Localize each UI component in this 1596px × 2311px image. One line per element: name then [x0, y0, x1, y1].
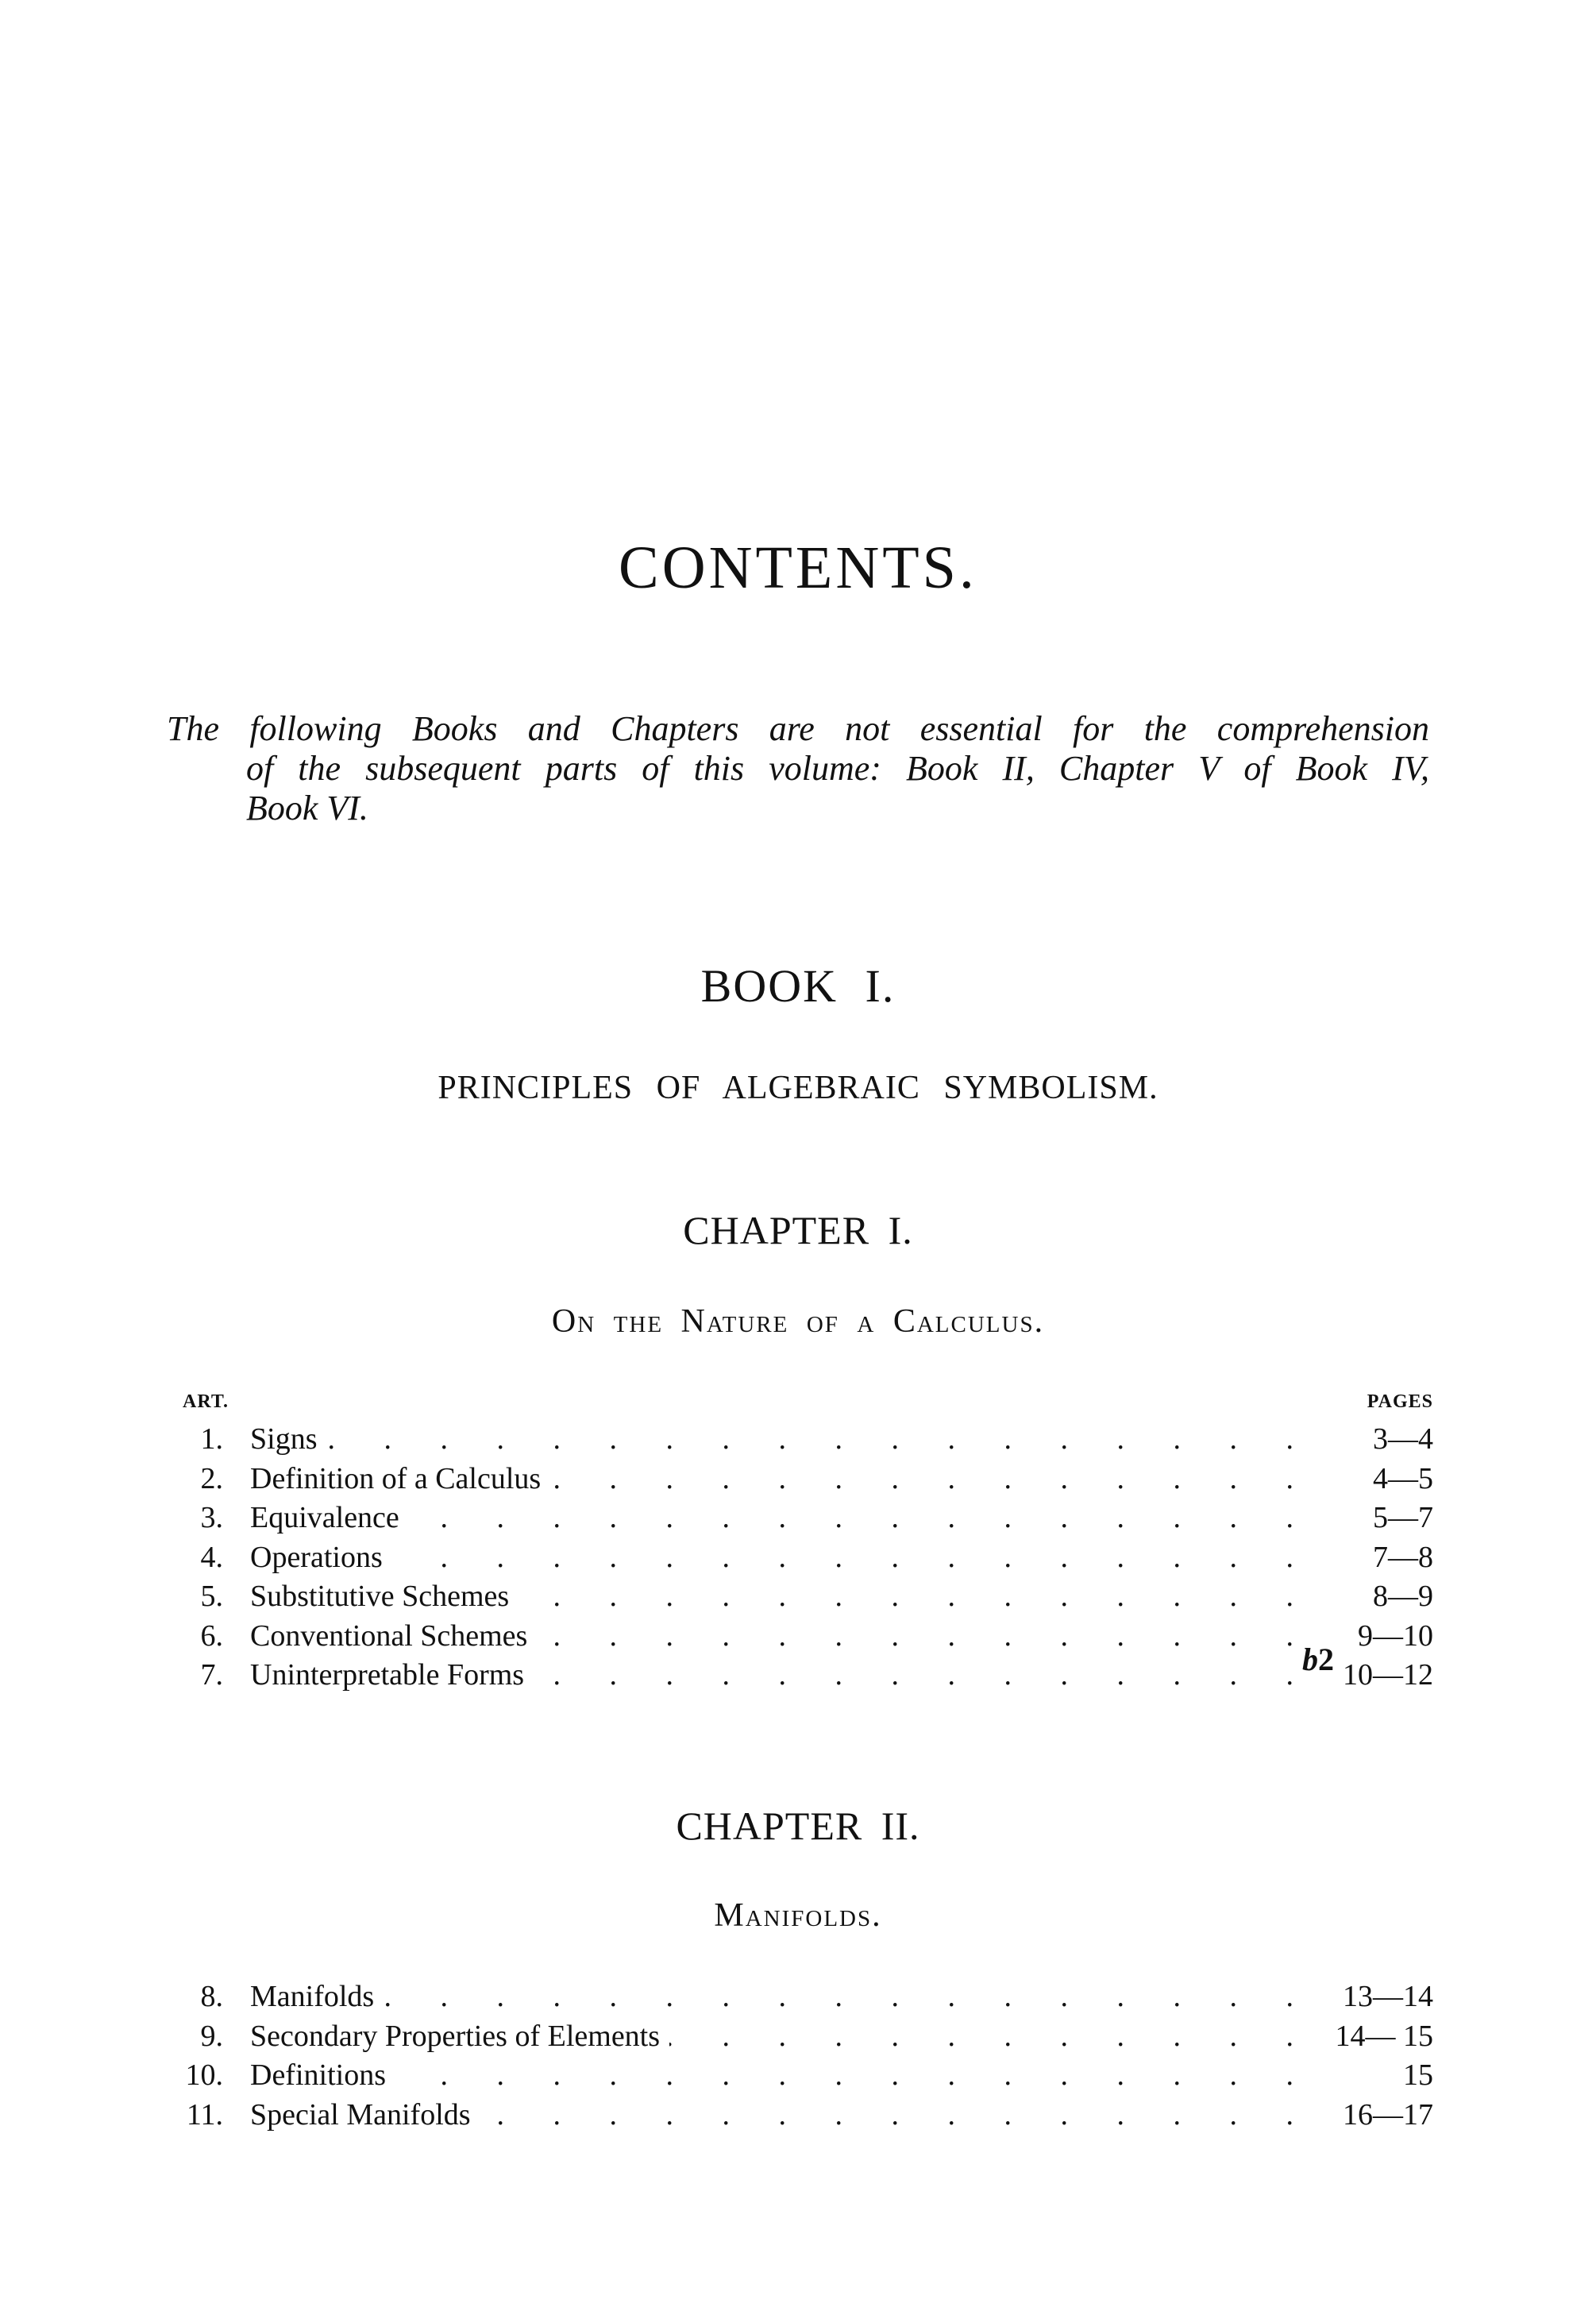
- signature-letter: b: [1302, 1642, 1318, 1677]
- toc-entry: [179, 2017, 1433, 2057]
- entry-pages: 5—7: [1373, 1501, 1433, 1534]
- entry-title: Operations: [250, 1538, 392, 1578]
- entry-pages: 15: [1403, 2058, 1433, 2092]
- chapter-1-entries: [179, 1420, 1433, 1696]
- dot-leader: [250, 1499, 1314, 1538]
- entry-title: Special Manifolds: [250, 2096, 480, 2135]
- entry-title: Substitutive Schemes: [250, 1577, 519, 1617]
- entry-title: Equivalence: [250, 1499, 409, 1538]
- signature-number: 2: [1318, 1642, 1334, 1677]
- toc-entry: [179, 1656, 1433, 1696]
- toc-entry: [179, 1460, 1433, 1499]
- entry-pages: 3—4: [1373, 1422, 1433, 1456]
- contents-title: CONTENTS.: [619, 534, 977, 601]
- entry-title: Conventional Schemes: [250, 1617, 537, 1657]
- entry-number: 9.: [200, 2019, 223, 2053]
- dot-leader: [250, 2056, 1314, 2096]
- toc-entry: [179, 2096, 1433, 2135]
- toc-entry: [179, 1577, 1433, 1617]
- entry-pages: 13—14: [1343, 1980, 1433, 2013]
- entry-number: 10.: [185, 2058, 223, 2092]
- entry-number: 7.: [200, 1658, 223, 1692]
- chapter-2-subtitle: Manifolds.: [714, 1897, 882, 1934]
- dot-leader: [250, 1538, 1314, 1578]
- toc-entry: [179, 1499, 1433, 1538]
- entry-number: 11.: [186, 2097, 223, 2132]
- entry-title: Uninterpretable Forms: [250, 1656, 534, 1696]
- entry-pages: 16—17: [1343, 2097, 1433, 2132]
- entry-number: 1.: [200, 1422, 223, 1456]
- chapter-1-title: CHAPTER I.: [683, 1208, 913, 1252]
- book-subtitle: PRINCIPLES OF ALGEBRAIC SYMBOLISM.: [438, 1070, 1158, 1106]
- entry-pages: 4—5: [1373, 1461, 1433, 1495]
- entry-number: 2.: [200, 1461, 223, 1495]
- entry-number: 8.: [200, 1980, 223, 2013]
- essentials-note: [167, 709, 1437, 828]
- entry-pages: 10—12: [1343, 1658, 1433, 1692]
- toc-entry: [179, 1420, 1433, 1460]
- toc-entry: [179, 1977, 1433, 2017]
- column-head-art: ART.: [183, 1391, 229, 1412]
- chapter-2-entries: [179, 1977, 1433, 2135]
- toc-entry: [179, 2056, 1433, 2096]
- chapter-1-subtitle: On the Nature of a Calculus.: [551, 1303, 1045, 1340]
- entry-pages: 8—9: [1373, 1580, 1433, 1613]
- entry-title: Signs: [250, 1420, 326, 1460]
- entry-title: Definitions: [250, 2056, 395, 2096]
- toc-entry: [179, 1538, 1433, 1578]
- note-line-2: of the subsequent parts of this volume: Book II, Chapter V of Book IV,: [246, 749, 1429, 788]
- chapter-2-title: CHAPTER II.: [676, 1804, 920, 1848]
- entry-pages: 7—8: [1373, 1540, 1433, 1574]
- entry-pages: 9—10: [1358, 1618, 1433, 1653]
- note-line-3: Book VI.: [246, 789, 368, 828]
- entry-number: 5.: [200, 1580, 223, 1613]
- entry-number: 4.: [200, 1540, 223, 1574]
- dot-leader: [250, 1977, 1314, 2017]
- book-title: BOOK I.: [700, 960, 896, 1012]
- column-head-pages: PAGES: [1367, 1391, 1433, 1412]
- entry-number: 3.: [200, 1501, 223, 1534]
- entry-pages: 14— 15: [1335, 2019, 1433, 2053]
- note-line-1: The following Books and Chapters are not essential for the comprehension: [167, 709, 1429, 748]
- toc-entry: [179, 1617, 1433, 1657]
- dot-leader: [250, 1420, 1314, 1460]
- entry-title: Manifolds: [250, 1977, 384, 2017]
- entry-title: Definition of a Calculus: [250, 1460, 550, 1499]
- entry-title: Secondary Properties of Elements: [250, 2017, 669, 2057]
- entry-number: 6.: [200, 1618, 223, 1653]
